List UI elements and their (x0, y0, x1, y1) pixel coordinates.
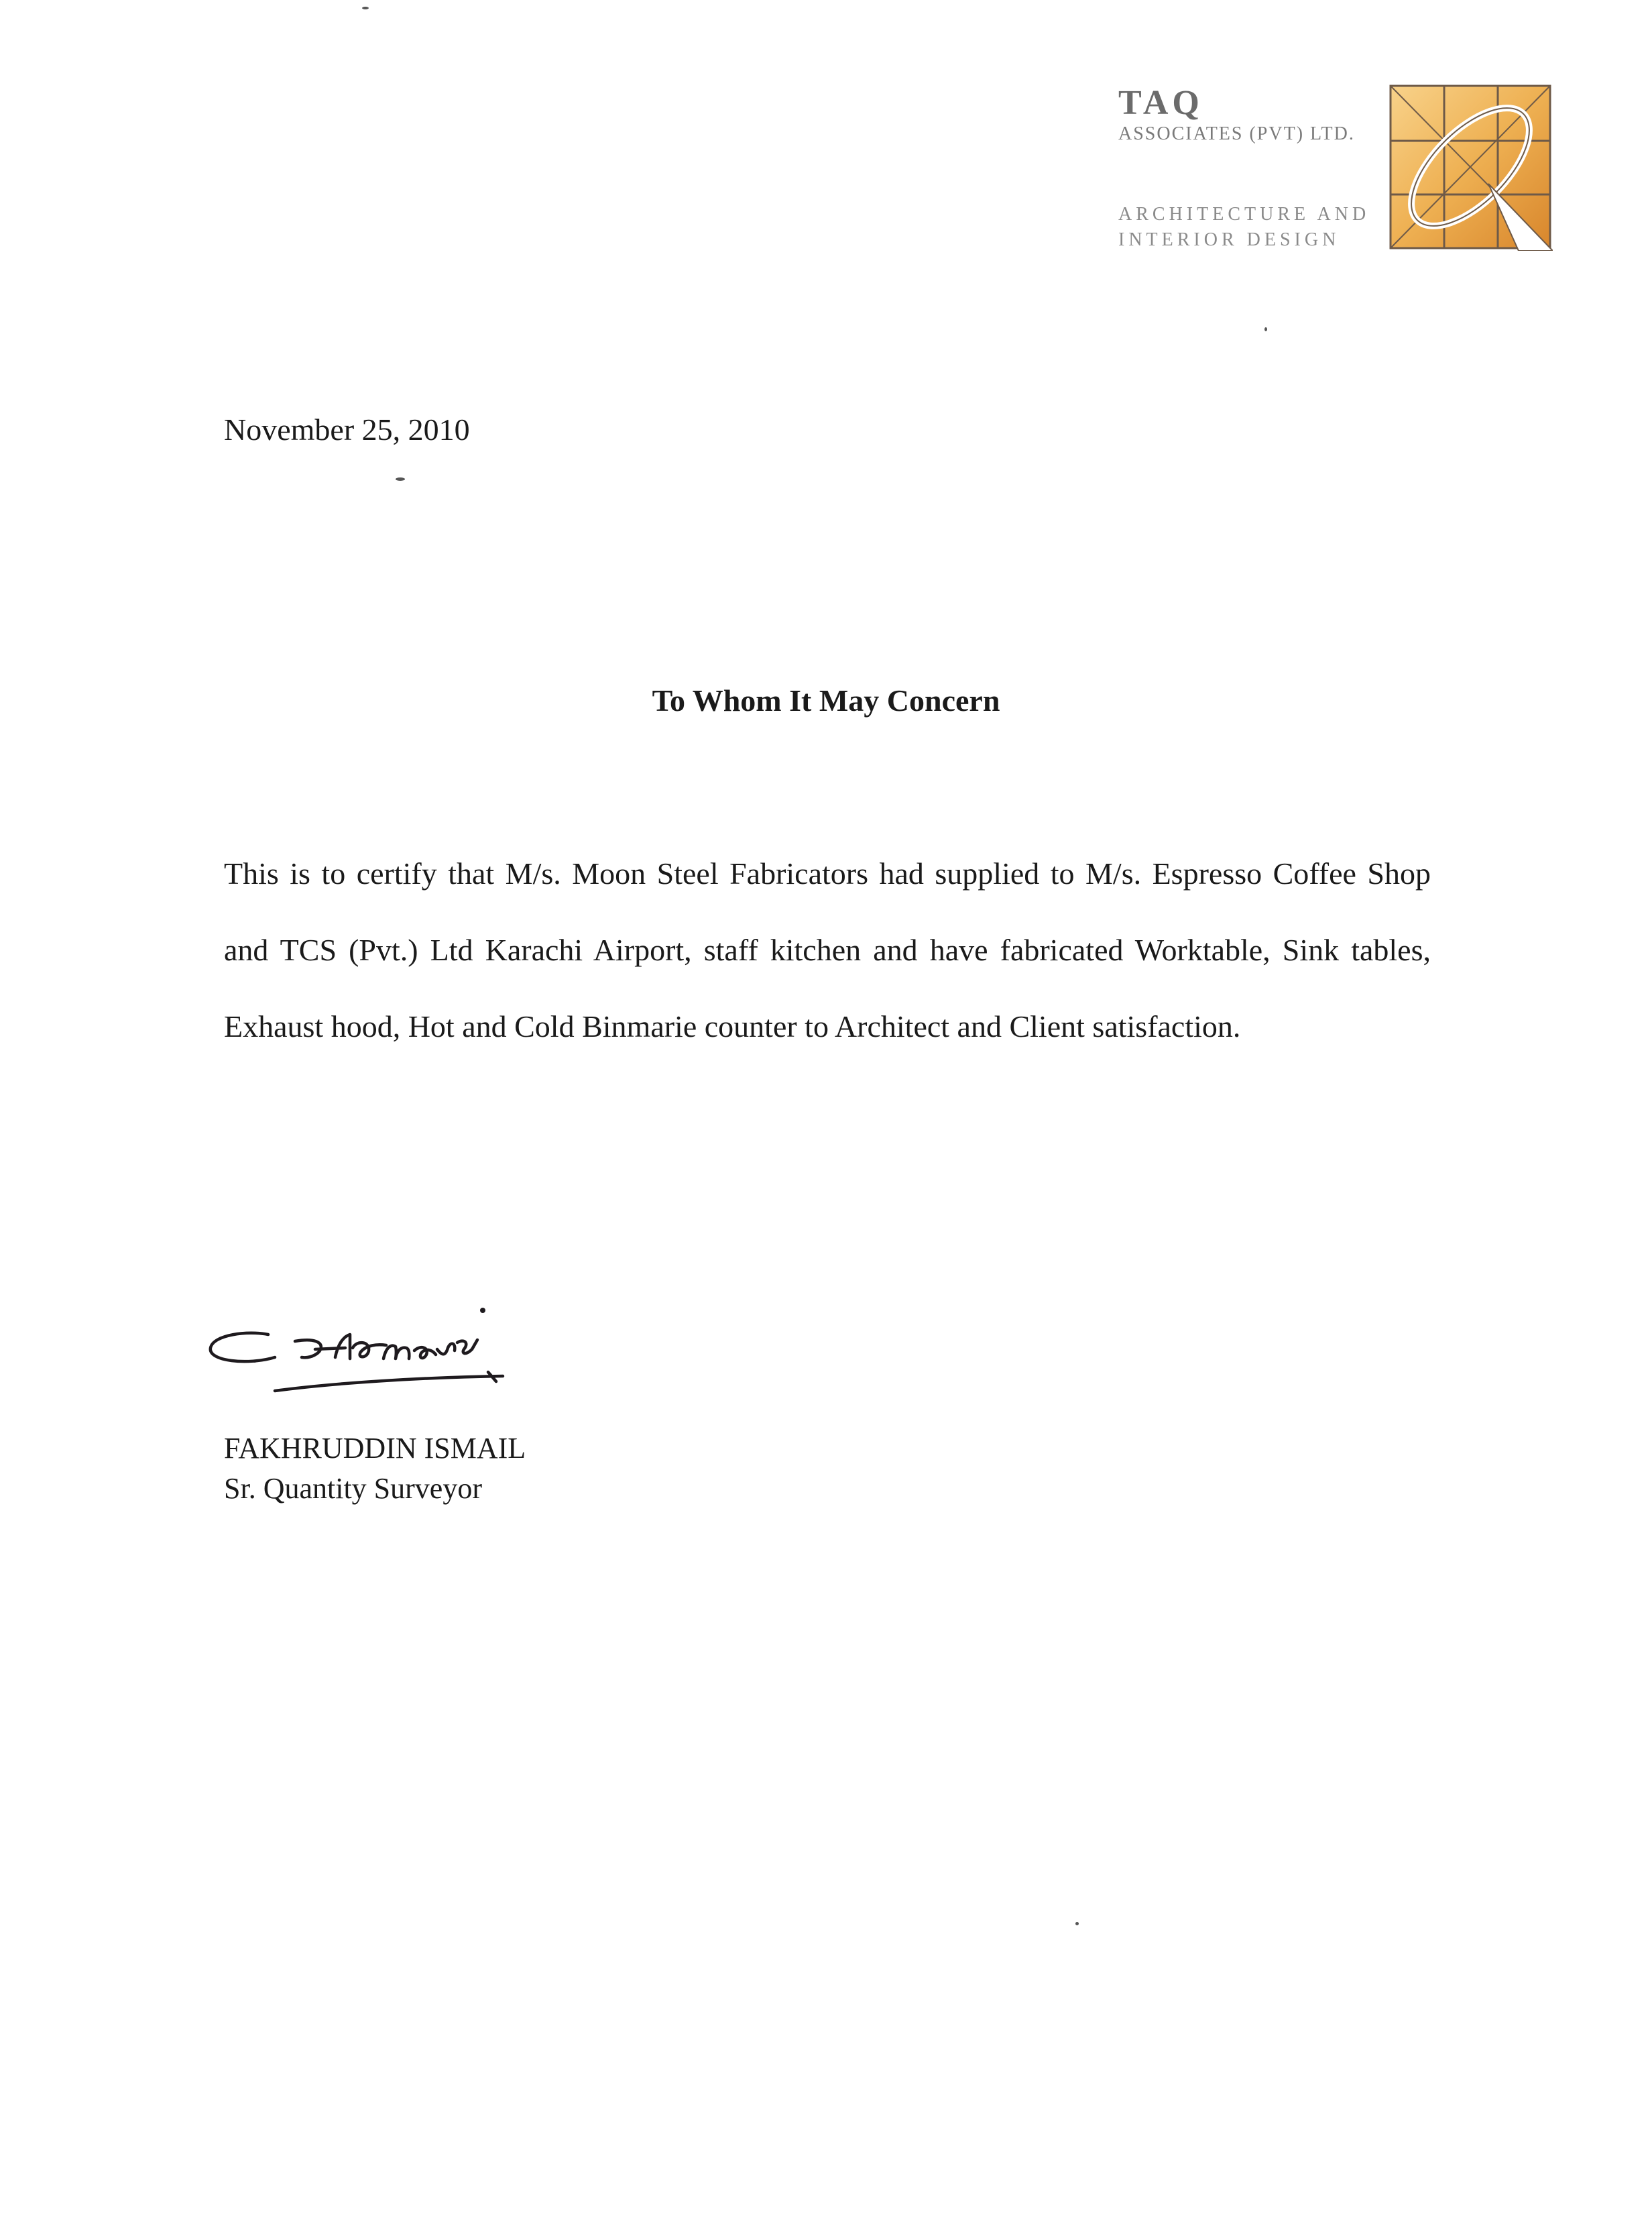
company-subtitle: ASSOCIATES (PVT) LTD. (1118, 123, 1355, 144)
scan-speck (1075, 1922, 1079, 1925)
tagline-line-1: ARCHITECTURE AND (1118, 204, 1370, 225)
scan-speck (396, 477, 405, 481)
signatory-title: Sr. Quantity Surveyor (224, 1472, 482, 1505)
tagline-line-2: INTERIOR DESIGN (1118, 229, 1340, 250)
handwritten-signature-icon (201, 1301, 577, 1408)
letter-subject: To Whom It May Concern (652, 683, 1000, 718)
letter-body: This is to certify that M/s. Moon Steel Fabricators had supplied to M/s. Espresso Coffee Shop and TCS (Pvt.) Ltd Karachi Airport, staff kitchen and have fabricated Worktable, Sink tables, Exhaust hood, Hot and Cold Binmarie counter to Architect and Client satisfaction. (224, 856, 1431, 1043)
letter-date: November 25, 2010 (224, 412, 470, 447)
signatory-name: FAKHRUDDIN ISMAIL (224, 1432, 526, 1465)
taq-logo-icon (1388, 83, 1553, 251)
company-name: TAQ (1118, 84, 1203, 122)
scan-speck (1264, 327, 1267, 331)
scan-speck (362, 7, 369, 9)
